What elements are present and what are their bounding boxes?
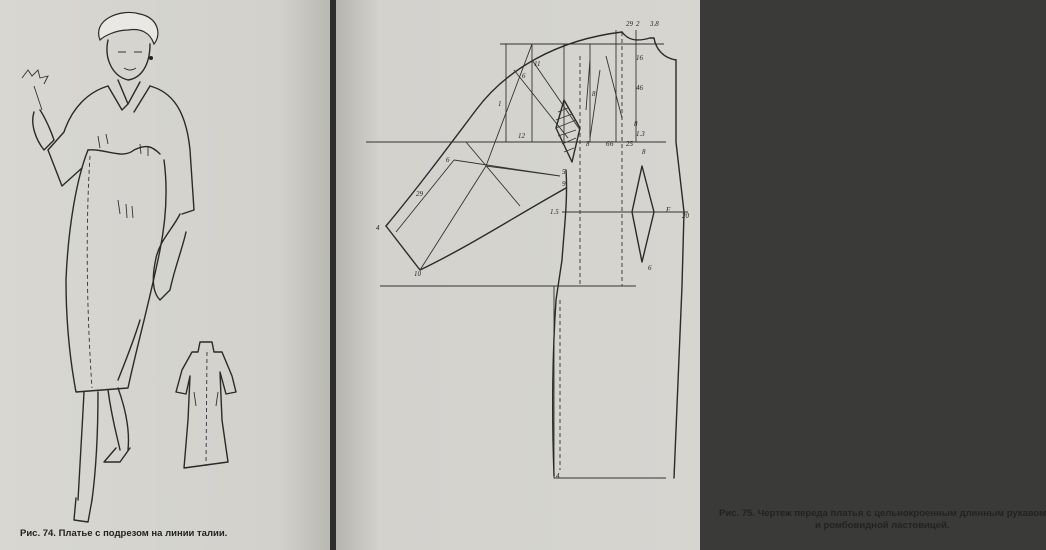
right-page [336,0,1046,550]
dress-bodice [48,86,194,214]
svg-text:8: 8 [634,120,638,128]
svg-text:20: 20 [682,212,689,220]
neckline [622,32,676,60]
svg-text:6: 6 [606,140,610,148]
legs [78,388,129,500]
dress-collar [108,80,150,112]
svg-text:1: 1 [498,100,502,108]
pattern-drawing [336,0,700,550]
svg-text:11: 11 [534,60,541,68]
svg-text:10: 10 [414,270,421,278]
svg-text:12: 12 [518,132,525,140]
woman-hair [99,12,158,44]
svg-text:6: 6 [610,140,614,148]
figure-75-caption-line2: и ромбовидной ластовицей. [815,520,950,531]
pattern-labels [376,20,690,480]
svg-text:6: 6 [522,72,526,80]
svg-text:9: 9 [562,180,566,188]
figure-74-caption: Рис. 74. Платье с подрезом на линии талии. [20,528,228,539]
svg-text:1.5: 1.5 [550,208,559,216]
svg-text:16: 16 [636,54,643,62]
svg-text:25: 25 [626,140,633,148]
left-page [0,0,330,550]
svg-text:2: 2 [636,20,640,28]
svg-text:8: 8 [642,148,646,156]
shoe-right [104,448,130,462]
figure-75-caption [719,508,1046,532]
side-dart [632,166,654,262]
svg-text:46: 46 [636,84,643,92]
back-view-dress [176,342,236,468]
diamond-gusset [556,100,580,162]
svg-text:6: 6 [648,264,652,272]
svg-text:8: 8 [592,90,596,98]
dress-illustration [0,0,330,550]
dress-waist-seam [88,147,160,155]
figure-75-caption-line1: Рис. 75. Чертеж переда платья с цельнокроенным длинным рукавом [719,508,1046,519]
pattern-frame [366,44,666,478]
dress-skirt [66,150,166,392]
svg-text:8: 8 [586,140,590,148]
svg-text:6: 6 [446,156,450,164]
svg-text:3.8: 3.8 [650,20,659,28]
svg-text:4: 4 [376,224,380,232]
svg-text:4: 4 [556,472,560,480]
svg-text:29: 29 [416,190,423,198]
svg-text:5: 5 [562,168,566,176]
woman-face [107,40,150,80]
svg-text:1.3: 1.3 [636,130,645,138]
svg-text:29: 29 [626,20,633,28]
flower [22,70,48,110]
shoe-left [74,498,92,522]
svg-text:F: F [666,206,671,214]
